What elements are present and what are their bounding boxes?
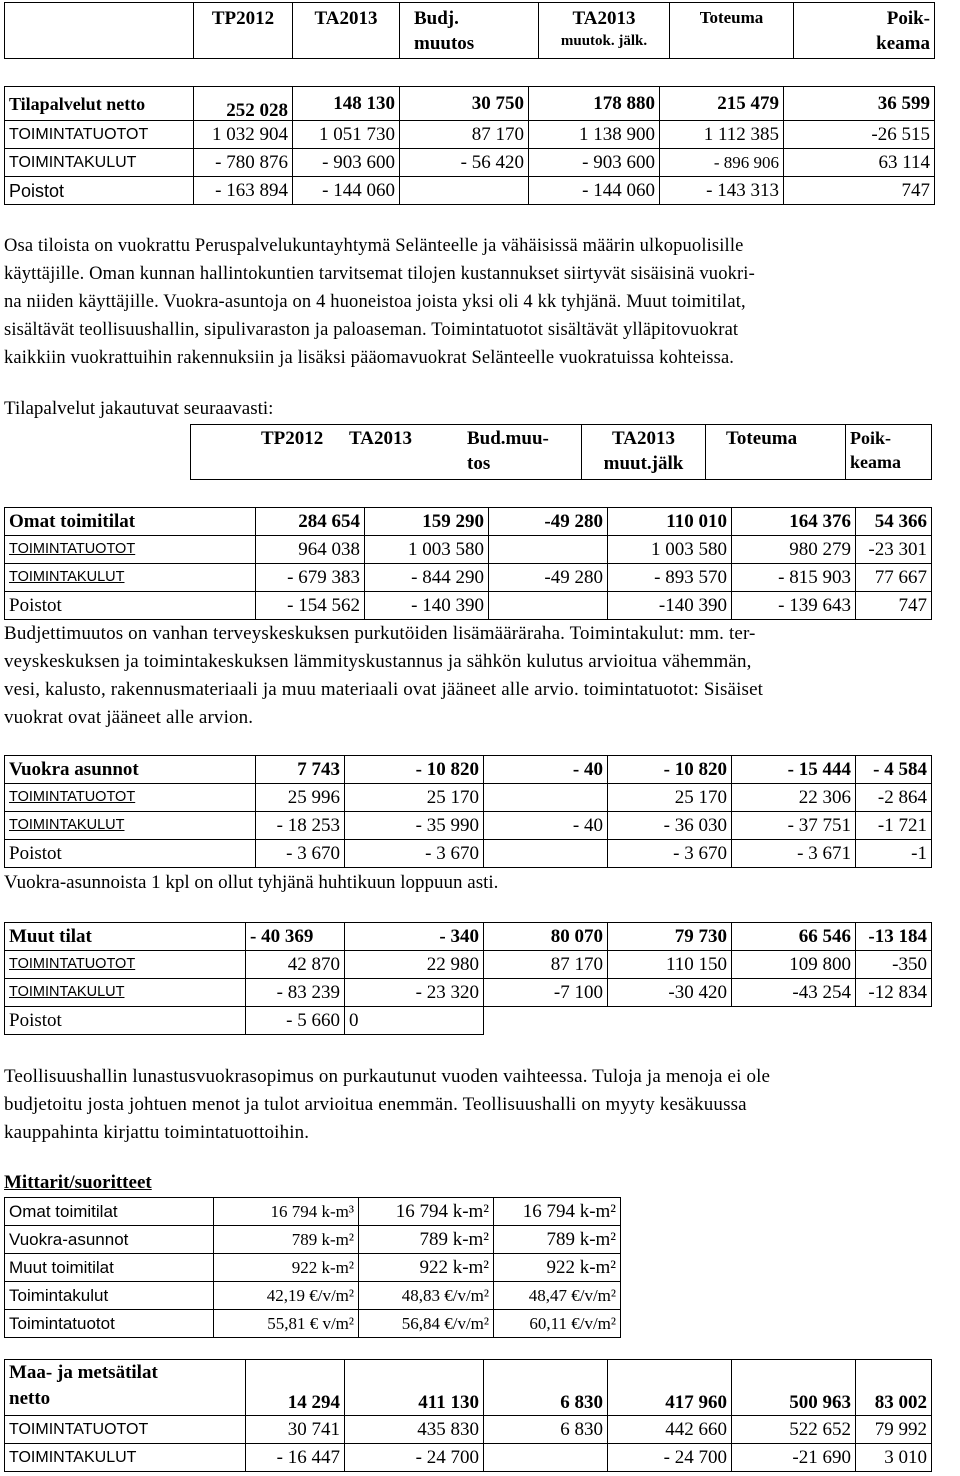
table3-row3-c0: - 3 670 (256, 840, 345, 868)
table3-row3-c2 (484, 840, 608, 868)
table4-row0-c4: 66 546 (732, 923, 856, 951)
table4-row0-c0: - 40 369 (246, 923, 345, 951)
table2-row2-c0: - 679 383 (256, 564, 365, 592)
table3-row1-c1: 25 170 (345, 784, 484, 812)
metrics-title: Mittarit/suoritteet (4, 1172, 152, 1193)
header2-poik-line2: keama (850, 452, 901, 472)
header2-tp2012 (191, 425, 346, 480)
metrics-row3-c0: 42,19 €/v/m² (214, 1282, 359, 1310)
header-poik-line2: keama (876, 33, 930, 54)
table1-row3-label: Poistot (5, 177, 194, 205)
table4-row1-c5: -350 (856, 951, 932, 979)
table2-row0-c4: 164 376 (732, 508, 856, 536)
table3-row1-c0: 25 996 (256, 784, 345, 812)
table4-row1-c1: 22 980 (345, 951, 484, 979)
industrial-line: budjetoitu josta johtuen menot ja tulot arvioitua enemmän. Teollisuushalli on myyty kesäkuussa (4, 1094, 747, 1115)
metrics-row1-c2: 789 k-m² (494, 1226, 621, 1254)
table5-row2-c0: - 16 447 (246, 1444, 345, 1472)
table4-row2-c1: - 23 320 (345, 979, 484, 1007)
table2-row3-c2 (489, 592, 608, 620)
table4-row0-c1: - 340 (345, 923, 484, 951)
table3-row2-c2: - 40 (484, 812, 608, 840)
table3-row3-c1: - 3 670 (345, 840, 484, 868)
table1-row3-c1: - 144 060 (293, 177, 400, 205)
header2-ta2013-text: TA2013 (349, 428, 412, 449)
budget-paragraph (4, 620, 934, 732)
table4-row2-c3: -30 420 (608, 979, 732, 1007)
table1-row0-c4: 215 479 (660, 87, 784, 121)
table1-row3-c5: 747 (784, 177, 935, 205)
table5-title-line1: Maa- ja metsätilat (9, 1362, 158, 1383)
header2-ta-line1: TA2013 (612, 428, 675, 449)
table4-row3-c4 (732, 1007, 856, 1035)
header-budj-line2: muutos (414, 33, 475, 54)
budget-line: vuokrat ovat jääneet alle arvion. (4, 707, 254, 728)
table1-row1-c3: 1 138 900 (529, 121, 660, 149)
table5 (4, 1359, 932, 1472)
table4-row1-c4: 109 800 (732, 951, 856, 979)
table5-row2-label: TOIMINTAKULUT (5, 1444, 246, 1472)
metrics-row1-c1: 789 k-m² (359, 1226, 494, 1254)
header2-toteuma (706, 425, 846, 480)
table3-row0-c1: - 10 820 (345, 756, 484, 784)
table2-row0-c1: 159 290 (365, 508, 489, 536)
table2-row2-c1: - 844 290 (365, 564, 489, 592)
table1-row1-c5: -26 515 (784, 121, 935, 149)
header2-bud-line2: tos (467, 453, 491, 474)
table3-row1-c5: -2 864 (856, 784, 932, 812)
header2-toteuma-text: Toteuma (726, 428, 798, 449)
table4-row2-c5: -12 834 (856, 979, 932, 1007)
metrics-row1-label: Vuokra-asunnot (5, 1226, 214, 1254)
table2-row0-c5: 54 366 (856, 508, 932, 536)
header2-ta2013-jalk (582, 425, 706, 480)
table2-row3-c0: - 154 562 (256, 592, 365, 620)
table2-row3-c1: - 140 390 (365, 592, 489, 620)
table1-row3-c2 (400, 177, 529, 205)
table5-row2-c1: - 24 700 (345, 1444, 484, 1472)
table4-row2-c0: - 83 239 (246, 979, 345, 1007)
table4-row3-c1: 0 (345, 1007, 484, 1035)
industrial-line: kauppahinta kirjattu toimintatuottoihin. (4, 1122, 310, 1143)
table4-row0-c5: -13 184 (856, 923, 932, 951)
table5-row2-c5: 3 010 (856, 1444, 932, 1472)
table4-row1-c2: 87 170 (484, 951, 608, 979)
table3-row0-c5: - 4 584 (856, 756, 932, 784)
table2-row2-c3: - 893 570 (608, 564, 732, 592)
table1-header (4, 2, 935, 59)
header2-bud-muutos (463, 425, 582, 480)
header2-poikkeama (846, 425, 932, 480)
table1-row0-label: Tilapalvelut netto (5, 87, 194, 121)
rental-note: Vuokra-asunnoista 1 kpl on ollut tyhjänä huhtikuun loppuun asti. (4, 872, 499, 893)
table4-row2-label: TOIMINTAKULUT (5, 979, 246, 1007)
header2-poik-line1: Poik- (850, 428, 892, 448)
header-toteuma (670, 3, 794, 59)
industrial-paragraph (4, 1063, 934, 1147)
table2-row1-c1: 1 003 580 (365, 536, 489, 564)
table2-row1-label: TOIMINTATUOTOT (5, 536, 256, 564)
metrics-row2-c1: 922 k-m² (359, 1254, 494, 1282)
table1-row0-c3: 178 880 (529, 87, 660, 121)
table5-row2-c4: -21 690 (732, 1444, 856, 1472)
table4-row3-c0: - 5 660 (246, 1007, 345, 1035)
table2-row1-c3: 1 003 580 (608, 536, 732, 564)
table3-row0-c3: - 10 820 (608, 756, 732, 784)
metrics-row0-c2: 16 794 k-m² (494, 1198, 621, 1226)
metrics-row0-c0: 16 794 k-m³ (214, 1198, 359, 1226)
metrics-row4-c2: 60,11 €/v/m² (494, 1310, 621, 1338)
table4-row0-label: Muut tilat (5, 923, 246, 951)
table3-row2-c1: - 35 990 (345, 812, 484, 840)
table5-row1-c2: 6 830 (484, 1416, 608, 1444)
table2-row3-c4: - 139 643 (732, 592, 856, 620)
table4-row3-c2 (484, 1007, 608, 1035)
table3-row0-c4: - 15 444 (732, 756, 856, 784)
table1-row2-c3: - 903 600 (529, 149, 660, 177)
table3-row3-label: Poistot (5, 840, 256, 868)
table5-row0-label (5, 1360, 246, 1416)
table4-row2-c4: -43 254 (732, 979, 856, 1007)
budget-line: Budjettimuutos on vanhan terveyskeskuksen purkutöiden lisämääräraha. Toimintakulut: mm. ter- (4, 623, 756, 644)
header-ta2013 (293, 3, 400, 59)
table5-row1-c4: 522 652 (732, 1416, 856, 1444)
table2-row2-c4: - 815 903 (732, 564, 856, 592)
table4-row3-c5 (856, 1007, 932, 1035)
table2-row0-label: Omat toimitilat (5, 508, 256, 536)
table2-row0-c0: 284 654 (256, 508, 365, 536)
table3-row2-c0: - 18 253 (256, 812, 345, 840)
table5-row1-c0: 30 741 (246, 1416, 345, 1444)
table1-row0-c1: 148 130 (293, 87, 400, 121)
header-ta2013-text: TA2013 (314, 8, 378, 29)
metrics-row4-c0: 55,81 € v/m² (214, 1310, 359, 1338)
intro-line: käyttäjille. Oman kunnan hallintokuntien tarvitsemat tilojen kustannukset siirtyvät sisäisinä vuokri- (4, 264, 755, 284)
table3-row1-c2 (484, 784, 608, 812)
table1 (4, 86, 935, 205)
table1-row3-c3: - 144 060 (529, 177, 660, 205)
header-tp2012-text: TP2012 (211, 8, 275, 29)
table4-row0-c2: 80 070 (484, 923, 608, 951)
table1-row1-label: TOIMINTATUOTOT (5, 121, 194, 149)
table3-row0-label: Vuokra asunnot (5, 756, 256, 784)
intro-line: na niiden käyttäjille. Vuokra-asuntoja on 4 huoneistoa joista yksi oli 4 kk tyhjänä. Muut toimitilat, (4, 292, 746, 312)
table2-row3-label: Poistot (5, 592, 256, 620)
table4-row1-c3: 110 150 (608, 951, 732, 979)
industrial-line: Teollisuushallin lunastusvuokrasopimus on purkautunut vuoden vaihteessa. Tuloja ja menoja ei ole (4, 1066, 771, 1087)
metrics-row4-c1: 56,84 €/v/m² (359, 1310, 494, 1338)
table3-row2-c5: -1 721 (856, 812, 932, 840)
table5-row2-c2 (484, 1444, 608, 1472)
metrics-row2-label: Muut toimitilat (5, 1254, 214, 1282)
table1-row0-c0: 252 028 (194, 87, 293, 121)
table4-row1-c0: 42 870 (246, 951, 345, 979)
header-budj-line1: Budj. (414, 8, 459, 29)
table4 (4, 922, 932, 1035)
metrics-row2-c0: 922 k-m² (214, 1254, 359, 1282)
table2-row3-c3: -140 390 (608, 592, 732, 620)
table3-row2-label: TOIMINTAKULUT (5, 812, 256, 840)
metrics-row0-label: Omat toimitilat (5, 1198, 214, 1226)
table3-row1-c3: 25 170 (608, 784, 732, 812)
table5-row2-c3: - 24 700 (608, 1444, 732, 1472)
header-ta-jalk-line2: muutok. jälk. (560, 33, 648, 49)
table1-row3-c0: - 163 894 (194, 177, 293, 205)
table2-row1-c5: -23 301 (856, 536, 932, 564)
table5-row1-c5: 79 992 (856, 1416, 932, 1444)
table3-row1-c4: 22 306 (732, 784, 856, 812)
budget-line: vesi, kalusto, rakennusmateriaali ja muu materiaali ovat jääneet alle arvio. toimintatuotot: Sisäiset (4, 679, 764, 700)
table1-row0-c2: 30 750 (400, 87, 529, 121)
table3-row2-c4: - 37 751 (732, 812, 856, 840)
table5-row1-label: TOIMINTATUOTOT (5, 1416, 246, 1444)
header-tp2012 (194, 3, 293, 59)
table4-row0-c3: 79 730 (608, 923, 732, 951)
table1-row1-c4: 1 112 385 (660, 121, 784, 149)
table3-row3-c5: -1 (856, 840, 932, 868)
metrics-row2-c2: 922 k-m² (494, 1254, 621, 1282)
table4-row2-c2: -7 100 (484, 979, 608, 1007)
header-poik-line1: Poik- (886, 8, 930, 29)
table2-row1-c4: 980 279 (732, 536, 856, 564)
header2-ta2013 (345, 425, 463, 480)
table3-row0-c0: 7 743 (256, 756, 345, 784)
table2-row0-c3: 110 010 (608, 508, 732, 536)
table5-row0-c0: 14 294 (246, 1360, 345, 1416)
table5-row0-c1: 411 130 (345, 1360, 484, 1416)
header-ta-jalk-line1: TA2013 (572, 8, 636, 29)
table5-row0-c5: 83 002 (856, 1360, 932, 1416)
intro-line: Osa tiloista on vuokrattu Peruspalvelukuntayhtymä Selänteelle ja vähäisissä määrin ulkopuolisille (4, 236, 744, 256)
table3 (4, 755, 932, 868)
intro-paragraph (4, 232, 934, 372)
split-title: Tilapalvelut jakautuvat seuraavasti: (4, 398, 274, 419)
table2-row1-c2 (489, 536, 608, 564)
table1-row2-c5: 63 114 (784, 149, 935, 177)
table5-row0-c2: 6 830 (484, 1360, 608, 1416)
table2-row3-c5: 747 (856, 592, 932, 620)
table5-row0-c4: 500 963 (732, 1360, 856, 1416)
table1-row2-c2: - 56 420 (400, 149, 529, 177)
header-budj-muutos (400, 3, 539, 59)
table4-row1-label: TOIMINTATUOTOT (5, 951, 246, 979)
table1-row1-c1: 1 051 730 (293, 121, 400, 149)
table1-row2-c4: - 896 906 (660, 149, 784, 177)
table1-row1-c2: 87 170 (400, 121, 529, 149)
table1-row1-c0: 1 032 904 (194, 121, 293, 149)
table2-row2-c5: 77 667 (856, 564, 932, 592)
table3-row0-c2: - 40 (484, 756, 608, 784)
metrics-row4-label: Toimintatuotot (5, 1310, 214, 1338)
metrics-row1-c0: 789 k-m² (214, 1226, 359, 1254)
table5-title-line2: netto (9, 1388, 51, 1409)
metrics-table (4, 1197, 621, 1338)
table3-row3-c3: - 3 670 (608, 840, 732, 868)
header2-tp2012-text: TP2012 (261, 428, 324, 449)
table1-row3-c4: - 143 313 (660, 177, 784, 205)
table4-row3-c3 (608, 1007, 732, 1035)
intro-line: kaikkiin vuokrattuihin rakennuksiin ja lisäksi pääomavuokrat Selänteelle vuokratuissa kohteissa. (4, 348, 735, 368)
table2-header (190, 424, 932, 480)
table2-row1-c0: 964 038 (256, 536, 365, 564)
table2-row0-c2: -49 280 (489, 508, 608, 536)
table1-row2-c1: - 903 600 (293, 149, 400, 177)
header2-ta-line2: muut.jälk (603, 453, 684, 474)
table5-row1-c1: 435 830 (345, 1416, 484, 1444)
header-toteuma-text: Toteuma (699, 8, 764, 27)
metrics-row3-c2: 48,47 €/v/m² (494, 1282, 621, 1310)
table3-row2-c3: - 36 030 (608, 812, 732, 840)
metrics-row0-c1: 16 794 k-m² (359, 1198, 494, 1226)
metrics-row3-label: Toimintakulut (5, 1282, 214, 1310)
table3-row3-c4: - 3 671 (732, 840, 856, 868)
budget-line: veyskeskuksen ja toimintakeskuksen lämmityskustannus ja sähkön kulutus arvioitua vähemmän, (4, 651, 752, 672)
intro-line: sisältävät teollisuushallin, sipulivaraston ja paloaseman. Toimintatuotot sisältävät ylläpitovuokrat (4, 320, 739, 340)
header-poikkeama (794, 3, 935, 59)
header-empty (5, 3, 194, 59)
table5-row1-c3: 442 660 (608, 1416, 732, 1444)
table1-row2-c0: - 780 876 (194, 149, 293, 177)
table2-row2-c2: -49 280 (489, 564, 608, 592)
table2-row2-label: TOIMINTAKULUT (5, 564, 256, 592)
table5-row0-c3: 417 960 (608, 1360, 732, 1416)
metrics-row3-c1: 48,83 €/v/m² (359, 1282, 494, 1310)
table3-row1-label: TOIMINTATUOTOT (5, 784, 256, 812)
table2 (4, 507, 932, 620)
table1-row0-c5: 36 599 (784, 87, 935, 121)
header-ta2013-jalk (539, 3, 670, 59)
table4-row3-label: Poistot (5, 1007, 246, 1035)
header2-bud-line1: Bud.muu- (467, 428, 549, 449)
table1-row2-label: TOIMINTAKULUT (5, 149, 194, 177)
